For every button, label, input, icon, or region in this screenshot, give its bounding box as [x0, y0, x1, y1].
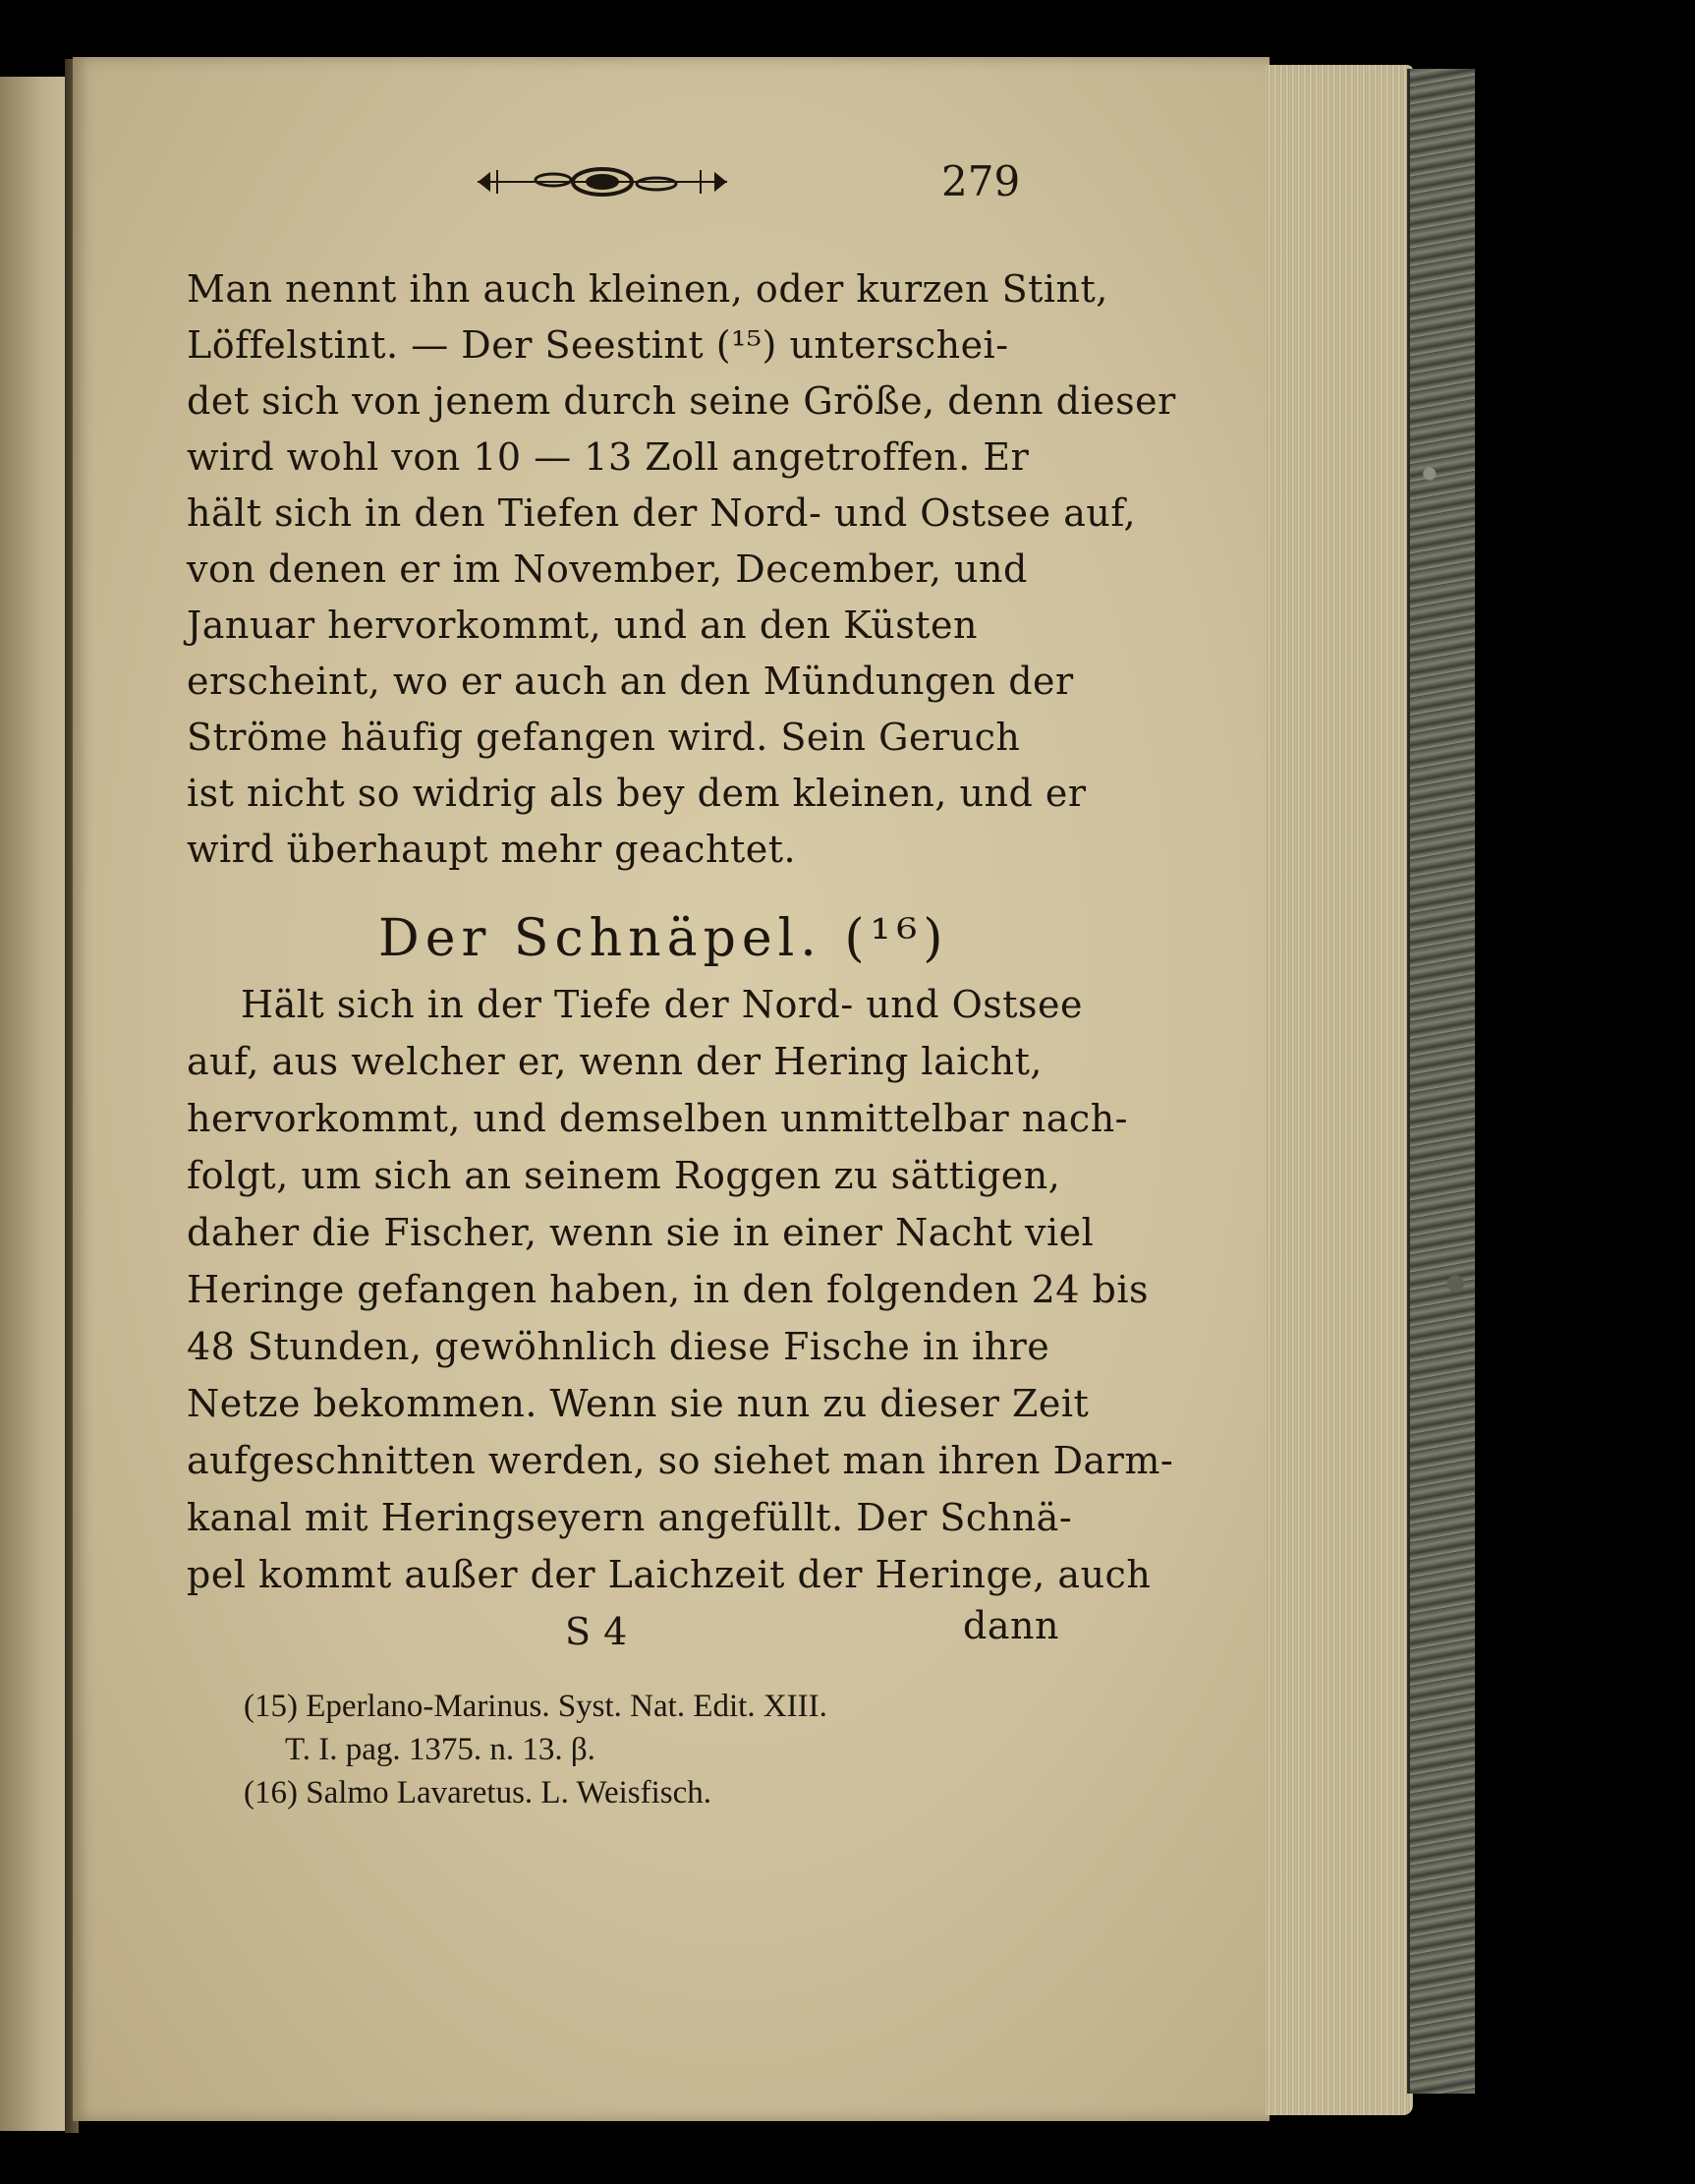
text-line: hält sich in den Tiefen der Nord- und Ostsee auf, [187, 491, 1137, 535]
section-heading: Der Schnäpel. (¹⁶) [378, 909, 949, 968]
catchword: dann [963, 1604, 1059, 1647]
text-line: wird überhaupt mehr geachtet. [187, 828, 797, 871]
text-line: Hält sich in der Tiefe der Nord- und Ostsee [241, 983, 1084, 1026]
text-line: erscheint, wo er auch an den Mündungen der [187, 660, 1074, 703]
marbled-cover [1407, 69, 1475, 2094]
text-line: hervorkommt, und demselben unmittelbar nach- [187, 1097, 1129, 1140]
text-line: Netze bekommen. Wenn sie nun zu dieser Zeit [187, 1382, 1090, 1425]
text-line: Heringe gefangen haben, in den folgenden 24 bis [187, 1268, 1149, 1311]
text-line: det sich von jenem durch seine Größe, denn dieser [187, 379, 1176, 423]
text-line: Löffelstint. — Der Seestint (¹⁵) unterschei- [187, 323, 1009, 367]
footnote: T. I. pag. 1375. n. 13. β. [285, 1732, 595, 1767]
text-line: Man nennt ihn auch kleinen, oder kurzen Stint, [187, 267, 1108, 311]
text-line: ist nicht so widrig als bey dem kleinen, und er [187, 772, 1087, 815]
signature-mark: S 4 [565, 1610, 628, 1653]
text-line: pel kommt außer der Laichzeit der Heringe, auch [187, 1553, 1152, 1596]
page-number: 279 [941, 157, 1021, 205]
footnote: (16) Salmo Lavaretus. L. Weisfisch. [244, 1775, 712, 1810]
text-line: Januar hervorkommt, und an den Küsten [187, 603, 978, 647]
page-stack-edges [1266, 65, 1413, 2115]
facing-page-edge [0, 77, 71, 2131]
text-line: auf, aus welcher er, wenn der Hering laicht, [187, 1040, 1043, 1083]
text-line: folgt, um sich an seinem Roggen zu sättigen, [187, 1154, 1061, 1197]
text-line: aufgeschnitten werden, so siehet man ihren Darm- [187, 1439, 1174, 1482]
text-line: kanal mit Heringseyern angefüllt. Der Schnä- [187, 1496, 1073, 1539]
header-ornament [470, 162, 735, 201]
footnote: (15) Eperlano-Marinus. Syst. Nat. Edit. XIII. [244, 1689, 827, 1724]
text-line: daher die Fischer, wenn sie in einer Nacht viel [187, 1211, 1095, 1254]
text-line: 48 Stunden, gewöhnlich diese Fische in ihre [187, 1325, 1050, 1368]
text-line: wird wohl von 10 — 13 Zoll angetroffen. Er [187, 435, 1030, 479]
text-line: Ströme häufig gefangen wird. Sein Geruch [187, 716, 1021, 759]
text-line: von denen er im November, December, und [187, 547, 1028, 591]
book-page [73, 57, 1270, 2121]
